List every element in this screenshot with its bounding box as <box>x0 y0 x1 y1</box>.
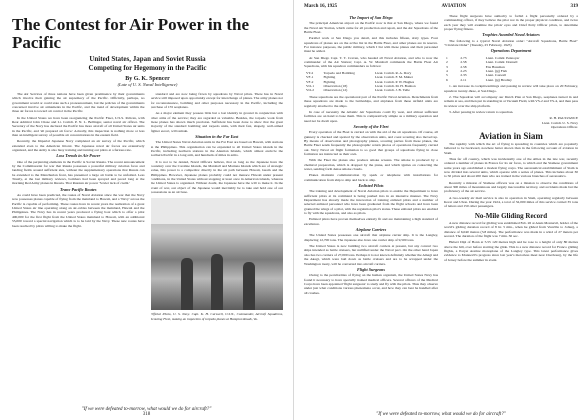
paragraph: The following is a typical Naval Aviation order: "Aircraft Squadrons, Battle Fleet" "Circulate Order" (Tuesday, 25 February, 1925) <box>444 38 578 48</box>
paragraph: At San Diego Capt. T. T. Craven, who headed all Naval Aviation, and who is now the commander of the Air Station; Capt. A. W. Marshall commands the Battle Fleet Air Squadrons, with his squadron commanders as follows: <box>304 55 438 69</box>
squadron-roster <box>304 71 438 93</box>
section-heading: Trophies Awarded Naval Aviators <box>482 32 540 38</box>
left-column-1 <box>12 92 145 410</box>
footer-quote: "If we were defeated to-morrow, what would we do for aircraft?" <box>376 412 506 417</box>
table-row: VF-2 Fighting Lieut. Comdr. P. W. Hughes <box>306 79 415 84</box>
section-heading: Security of the Fleet <box>353 123 389 129</box>
paragraph: Recently, the Imperial Japanese Navy completed an air survey of the Pacific, which extended even to the American littoral. The Japanese naval air forces are extensively organized, and the Army is also busy training and turning out pilots at a furious rate. <box>12 139 145 152</box>
paragraph: It is not to be denied, Naval Officers believe, that as long as the Japanese have the boundary over the Caroline Islands, the Marshall and Mariana Islands which are of strategic value, this power is a competitor directly in the air path between Hawaii, Guam and the Philippines. However, Japanese planes probably could not menace Hawaii under present conditions, in the United States without stopping at least once in American islands, whereas the United States is organized. Without doubt, the Japanese have the will to make it. In the event of war, our object of the Japanese would inevitably be to take and hold one of our possessions as an air base. <box>150 159 283 195</box>
paragraph: As a major element they possess little but a lost identity in ground in conjunction with other arms of the service; they are regarded as valuable. Besides, the torpedo work from these planes has shown much precision. Sufficient has been done to show that the great majority of the standard bombing and torpedo units, with their fast, shapely, well-armed fighter escort, will remain. <box>150 111 283 133</box>
table-row: 5 2.33 Lieut. Caswell <box>446 73 507 78</box>
article-subtitle-1: United States, Japan and Soviet Russia <box>89 54 206 63</box>
paragraph: Every operation of the Fleet is carried on with the aid of the air squadrons. Of course, all gunnery is checked and spotted by the observation units, and coast scouting also moved up. By means of observation and photography planes, scouting parties from these planes, the Battle Fleet sends frequently the photographic return photos of operations frequently carried out. Navy Naval air flight formation is so good that groups of squadrons flying in close formation are instructed as their own. <box>304 130 438 156</box>
paragraph: Enlisted pilots have proven themselves entirely fit and are maintaining a high standard of excellence. <box>304 217 438 226</box>
paragraph: The training and development of Naval Aviation pilots to enable the Department to have sufficient pilots at its command is being pushed into in an intensive manner. The Navy Department has already made the innovation of training enlisted pilots and a number of selected enlisted personnel who have been graduated from the flight schools and have been granted the wings of a pilot, with the regulation pilot's status. These enlisted pilots are enabled to fly with the squadrons, and also as pilots. <box>304 189 438 216</box>
paragraph: With the Fleet the planes also produce smoke screens. The smoke is produced by a chemical preparation, which is dropped by the plane, and which ignites on contacting the water, sending forth dense smoke clouds. <box>304 158 438 171</box>
section-title-siam: Aviation in Siam <box>479 131 543 142</box>
running-head-title: AVIATION <box>441 4 467 9</box>
paragraph: Owing to the peculiarities of flying on the human organism, the United States Navy has found it necessary to have specially trained medical officers. Several officers of the Medical Corps have been appointed 'flight surgeons' to study and fly with the pilots. Thus they observe under just what conditions various phenomena occur, and how they can best be handled after all crashes. <box>304 273 438 295</box>
article-affiliation: (Late of U. S. Naval Intelligence) <box>117 81 178 87</box>
paragraph: A new distance record for gliding was established Feb. 26 at Ansis Monnevil, holder of the world's gliding duration record of 8 hr. 5 min., when he glided from Vauville to Joburg, a distance of 6,040 metres (3.8 miles). The performance was made in a wind of 27 meters per second. The duration of the flight was 7 min. 30 sec. <box>444 220 578 238</box>
signature-title: Lieut. Comdr. U. S. Navy <box>542 120 578 125</box>
page-number: 318 <box>142 412 151 417</box>
article-title: The Contest for Air Power in the Pacific <box>12 15 250 52</box>
paragraph: 3. After passing in review return to squadron. <box>449 109 514 114</box>
paragraph: In case of necessity the Atlantic Air Squadrons could fly west, and almost sufficient facilities are on hand to base them. This is comparatively simple as a military operation and need not be dwelt upon. <box>304 109 438 123</box>
left-column-2 <box>151 92 284 410</box>
table-row: VF-1 Fighting Lieut. Comdr. F. M. Maher <box>306 75 413 80</box>
standings-table <box>444 56 578 82</box>
signature-title: Operations Officer. <box>551 125 578 130</box>
paragraph: The principal American airport on the Pacific now is that at San Diego, where we found the Naval Air Station, which came for all production and repair, and the Air Squadrons of the Battle Fleet. <box>304 21 438 35</box>
section-title-gliding: No-Mile Gliding Record <box>474 211 548 220</box>
paragraph: These flight surgeons have authority to forbid a flight personally ordered by a commanding officer, if they believe the pilot not in the proper physical condition, and twice each year they will examine the pilots' eyes and Chief Petty Officer pilots, to determine proper flying fitness. <box>444 14 578 32</box>
running-head <box>304 4 578 9</box>
paragraph: The United States Naval Aviation units in the Far East are based on Hawaii, with stations in the Philippines. This organization can be expanded to all United States islands in the Pacific, including northern stations in the Aleutian Islands, which almost encircle the northern Pacific in a long arm, and hundreds of miles in arms. <box>150 140 283 158</box>
right-page <box>294 0 588 420</box>
paragraph: The United States is now building two aircraft carriers at present, but any convert two ships intended as battle cruisers, but nullified under the Naval pact. On the other hand Japan also has two carriers of 27,000 tons. Perhaps it is not known definitely whether the Amagi and the Akagi, which were laid down as battle cruisers and are to be scrapped under the Washington treaty, will be converted into aircraft carriers. <box>304 244 438 266</box>
article-photo <box>151 198 284 310</box>
paragraph: As could have been predicted, the routes of Naval Aviation since the war that the Navy now possesses planes capable of flying from the mainland to Hawaii, and a 'Navy' across the Pacific is capable of performing. These routes have in recent years the realization of a great United States air line operating along an air-cables between the mainland, Hawaii and the Philippines. The Navy has in recent years produced a flying boat which to offer a pilot 400,000 for the first flight from the United States mainland to Hawaii, with an additional 55,000 toward a special navigation which is to be laid by the Navy. These new routes have been reached by pilots willing to make the flight. <box>12 193 145 228</box>
footer-quote: "If we were defeated to-morrow, what would we do for aircraft?" <box>81 407 212 412</box>
paragraph: standard and are now being flown by squadrons by Naval pilots. There has in Naval service still imposed upon opportunity except for interchange of planes. The army planes not for reconnaissance, bombing and other purposes necessary in the Pacific, including the purchase of 155 seaplanes. <box>150 91 283 109</box>
section-heading: Flight Surgeons <box>356 266 386 272</box>
paragraph: Recently a mission of Siamese officers was on a mission to observe the conditions of about 300 miles of mountainous and largely inaccessible territory, and accidents made but the proficiency of the air service. <box>444 180 578 194</box>
article-byline: By G. K. Spencer <box>125 75 170 82</box>
paragraph: One of the perplexing elements in the Pacific is Soviet Russia. The recent announcement by the Commissariat for war that Russia possesses a powerful military aviation force and landing fields around sufficient size, without the supplementary operations that Russia can be extended to the Manchurian front, has presented a large air battle to be unfolded. Less Trustly, at the last military reviews, bombers had been sprayed and paced long at the morning Red Army planes in Russia. That Russian air power 'Soviet lack of credit.' <box>12 159 145 186</box>
paragraph: A two-weekly air mail service is also in operation in Siam, operating regularly between Korat and Ubon. During the year 1924, a total of 32,000 miles of this service carried 35 tons of letters and 150 other passengers. <box>444 195 578 209</box>
paragraph: 1. An increase in cockpitwarmings and passing in review will take place on 20 February, squadron twenty-three, at San Diego. <box>444 84 578 93</box>
table-row: 1 2.73 Lieut. Comdr. Pennoyer <box>446 55 520 60</box>
right-columns <box>304 14 578 398</box>
signature-block <box>444 116 578 129</box>
section-heading: Trans-Pacific Routes <box>60 186 97 192</box>
section-heading: Loss Trends in Air Power <box>56 153 101 159</box>
table-row: VO-1 Observation (18) Lieut. Comdr. M. H. Bonhon <box>306 84 416 88</box>
paragraph: These squadrons are the operational part of the Pacific Naval Aviation. Detachments from these squadrons are made to the battleships, and airplanes from these airfield units are regularly attached to the ships. <box>304 94 438 108</box>
paragraph: Hubert Dipl of Bonn at 5.55 120 metres high and he rose to a height of only 80 metres above the hill, over before starting the glide. This is a new distance record for Franco gliding flights, a Paryet Aretine monoplane of the Langley type. This latest performance gives evidence to Monnevil's progress since last year's motorless meet near Cherbourg, by the life of Jersey before the summer in event. <box>444 240 578 262</box>
paragraph: The Air Services of three nations have been given prominence by their governments which involve their gaining the air supremacy of the Pacific. Officially, perhaps, no government would or could state such a pronouncement, but the policies of the governments concerned involve air armaments in the Pacific, and the trend of development within the three air forces is toward air control in the Pacific. <box>12 91 145 114</box>
right-column-2 <box>444 14 578 398</box>
right-column-1 <box>304 14 438 398</box>
table-row: 2 2.58 Lieut. Comdr. Donnell <box>446 60 518 65</box>
section-heading: Operations Department <box>490 48 532 54</box>
page-number: 319 <box>570 4 578 9</box>
section-heading: Enlisted Pilots <box>358 183 384 188</box>
section-heading: Situation in the Far East <box>195 133 239 139</box>
photo-caption: Official Photo, U. S. Navy. Capt. K. H. Carswell, U.S.N., Commander, Aircraft Squadrons, Scouting Fleet, making an inspection of torpedo planes at Hampton Roads, Va. <box>150 312 283 321</box>
paragraph: Planes maintain communication by spark or telephone with installations for communication from ship to ship and back to ship. <box>304 173 438 182</box>
paragraph: The United States possesses one aircraft that airplane carrier ship. It is the Langley, displacing 12,700 tons. The Japanese also have one carrier ship of 9,500 tons. <box>304 233 438 242</box>
table-row: VT-2 Torpedo and Bombing Lieut. Comdr. R. A. Davy <box>306 70 412 75</box>
paragraph: Thus far off country, which was incidentally one of the Allies in the late war, recently ordered a number of planes in France for its air force, to which end the Siamese government some years ago established a modest flying corps. The aeronautical establishment of Siam is now divided into several units, which operate with a series of planes. This includes about 30 to 50 pilots and about 200 men who are trained in the various branches of aeronautics. <box>444 156 578 179</box>
table-row: 6 2.11 Lieut. (jg) Bradley <box>446 77 512 82</box>
article-subtitle-2: Competing for Hegemony in the Pacific <box>88 63 207 72</box>
paragraph: In the United States we have been reorganizing the Pacific Fleet, U.S.S. Pelican, with Rear Admiral John Chase and Lt. Comdr. P. N. L. Bellinger, senior naval air officer. The Secretary of the Navy has declared the Pacific has more aircraft of all United States air units in the Pacific, and 'all prepared air force.' Actually, this inspection is nothing more or less than an intelligent survey of possible air concentrations in the eastern field. <box>12 115 145 137</box>
signature-name: R. H. PAULVANCE <box>549 116 578 121</box>
table-row: 4 2.23 Lieut. (jg) Fish <box>446 68 507 73</box>
section-heading: The Import of San Diego <box>349 15 393 20</box>
left-columns <box>12 92 283 410</box>
table-row: 3 2.58 Ens Hassman <box>446 64 505 69</box>
table-row: VO-2 Observation (12) Lieut. Comdr. J. B. Tulle <box>306 88 410 93</box>
paragraph: The rapidity with which the art of flying is spreading in countries which are popularly believed to be backward, nowhere better shown than in the following account of aviation in Siam. <box>444 141 578 155</box>
paragraph: 2. The Squadron will accompany our Dutch Plan at San Diego, seaplanes turned in and remain at sea, and then put in standing in at Vacuum Field, with VS-2 and VS-4, and then pass in review over the ship platform. <box>444 94 578 108</box>
paragraph: Parallel work at San Diego you detail, and this includes fifteen, sixty types. Four squadrons of planes are on the active list in the Battle Fleet, and other planes are in reserve. For instance purposes, the public military, which I list with these planes and their personnel must be added. <box>304 36 438 54</box>
section-heading: Airplane Carriers <box>355 227 387 233</box>
running-head-date: March 16, 1925 <box>304 4 338 9</box>
